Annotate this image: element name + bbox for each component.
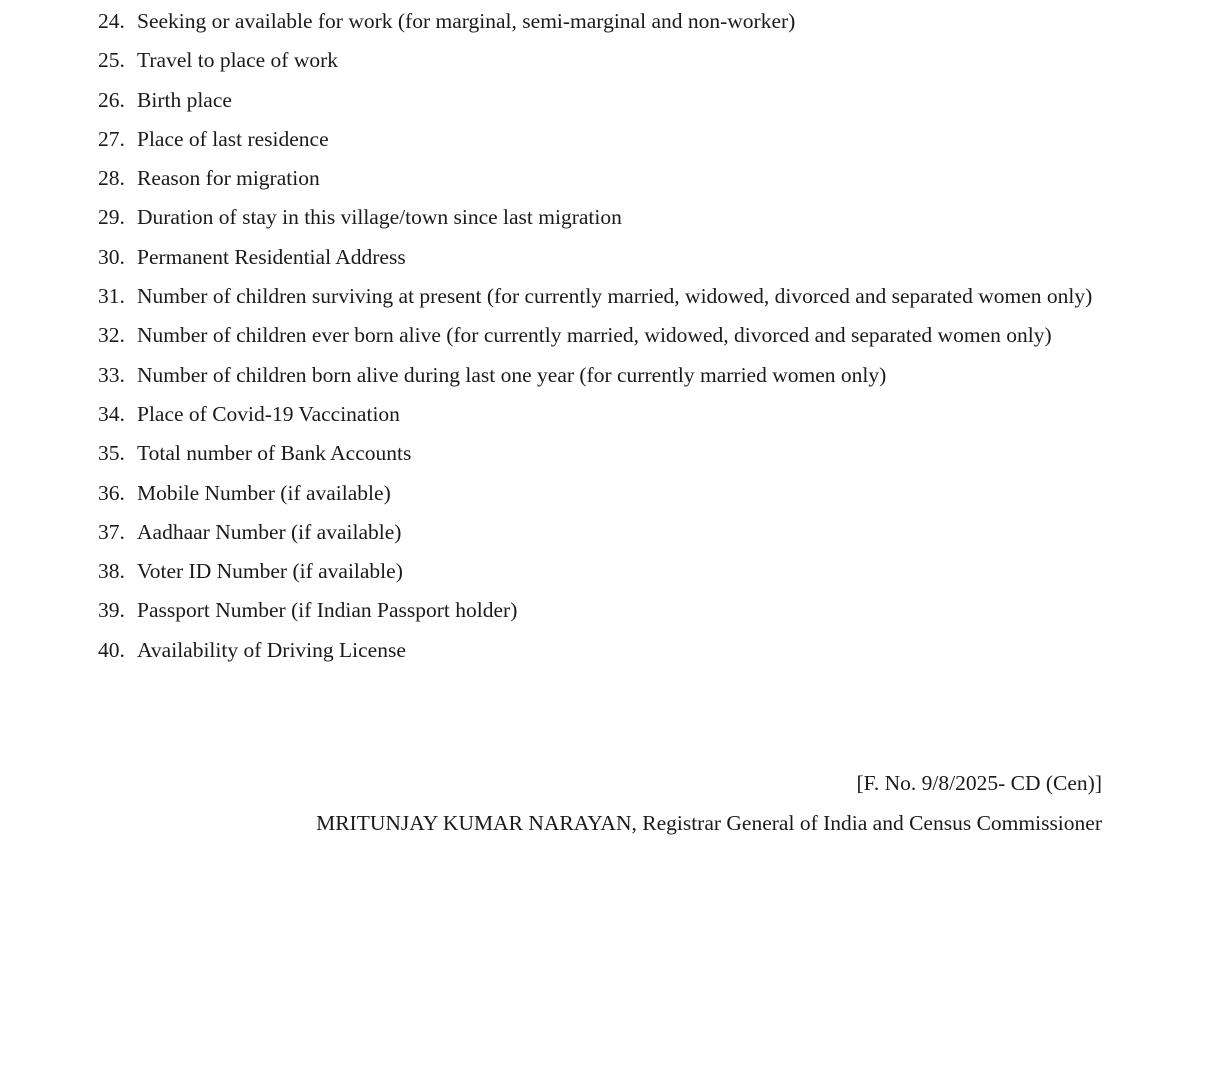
- item-text: Permanent Residential Address: [137, 244, 406, 269]
- list-item: [98, 283, 1098, 309]
- item-number: 34.: [98, 401, 125, 426]
- item-number: 37.: [98, 519, 125, 544]
- item-text: Birth place: [137, 87, 232, 112]
- item-number: 36.: [98, 480, 125, 505]
- list-item: [98, 87, 1098, 113]
- list-item: [98, 637, 1098, 663]
- item-number: 29.: [98, 205, 125, 230]
- file-reference-number: [F. No. 9/8/2025- CD (Cen)]: [856, 771, 1102, 795]
- item-text: Availability of Driving License: [137, 637, 406, 662]
- item-text: Place of last residence: [137, 126, 329, 151]
- item-text: Total number of Bank Accounts: [137, 441, 412, 466]
- item-text: Place of Covid-19 Vaccination: [137, 401, 400, 426]
- item-text: Number of children surviving at present (for currently married, widowed, divorced and separated women only): [137, 284, 1093, 309]
- item-text: Passport Number (if Indian Passport holder): [137, 598, 518, 623]
- list-item: [98, 480, 1098, 506]
- item-text: Number of children born alive during last one year (for currently married women only): [137, 362, 887, 387]
- list-item: [98, 597, 1098, 623]
- list-item: [98, 8, 1098, 34]
- list-item: [98, 244, 1098, 270]
- item-number: 33.: [98, 362, 125, 387]
- item-number: 24.: [98, 9, 125, 33]
- list-item: [98, 165, 1098, 191]
- list-item: [98, 401, 1098, 427]
- item-text: Seeking or available for work (for marginal, semi-marginal and non-worker): [137, 9, 796, 33]
- list-item: [98, 362, 1098, 388]
- item-number: 40.: [98, 637, 125, 662]
- list-item: [98, 204, 1098, 230]
- list-item: [98, 322, 1098, 348]
- item-number: 32.: [98, 323, 125, 348]
- item-text: Travel to place of work: [137, 48, 339, 73]
- list-item: [98, 47, 1098, 73]
- item-number: 25.: [98, 48, 125, 73]
- list-item: [98, 126, 1098, 152]
- list-item: [98, 440, 1098, 466]
- item-number: 38.: [98, 559, 125, 584]
- item-text: Reason for migration: [137, 166, 320, 191]
- item-number: 27.: [98, 126, 125, 151]
- signatory-line: MRITUNJAY KUMAR NARAYAN, Registrar General of India and Census Commissioner: [316, 811, 1102, 835]
- item-text: Voter ID Number (if available): [137, 559, 403, 584]
- item-text: Number of children ever born alive (for currently married, widowed, divorced and separated women only): [137, 323, 1052, 348]
- item-text: Aadhaar Number (if available): [137, 519, 402, 544]
- item-number: 35.: [98, 441, 125, 466]
- census-question-list: [98, 8, 1098, 676]
- item-text: Mobile Number (if available): [137, 480, 391, 505]
- item-number: 31.: [98, 284, 125, 309]
- list-item: [98, 558, 1098, 584]
- item-number: 39.: [98, 598, 125, 623]
- item-text: Duration of stay in this village/town since last migration: [137, 205, 622, 230]
- list-item: [98, 519, 1098, 545]
- item-number: 30.: [98, 244, 125, 269]
- item-number: 28.: [98, 166, 125, 191]
- item-number: 26.: [98, 87, 125, 112]
